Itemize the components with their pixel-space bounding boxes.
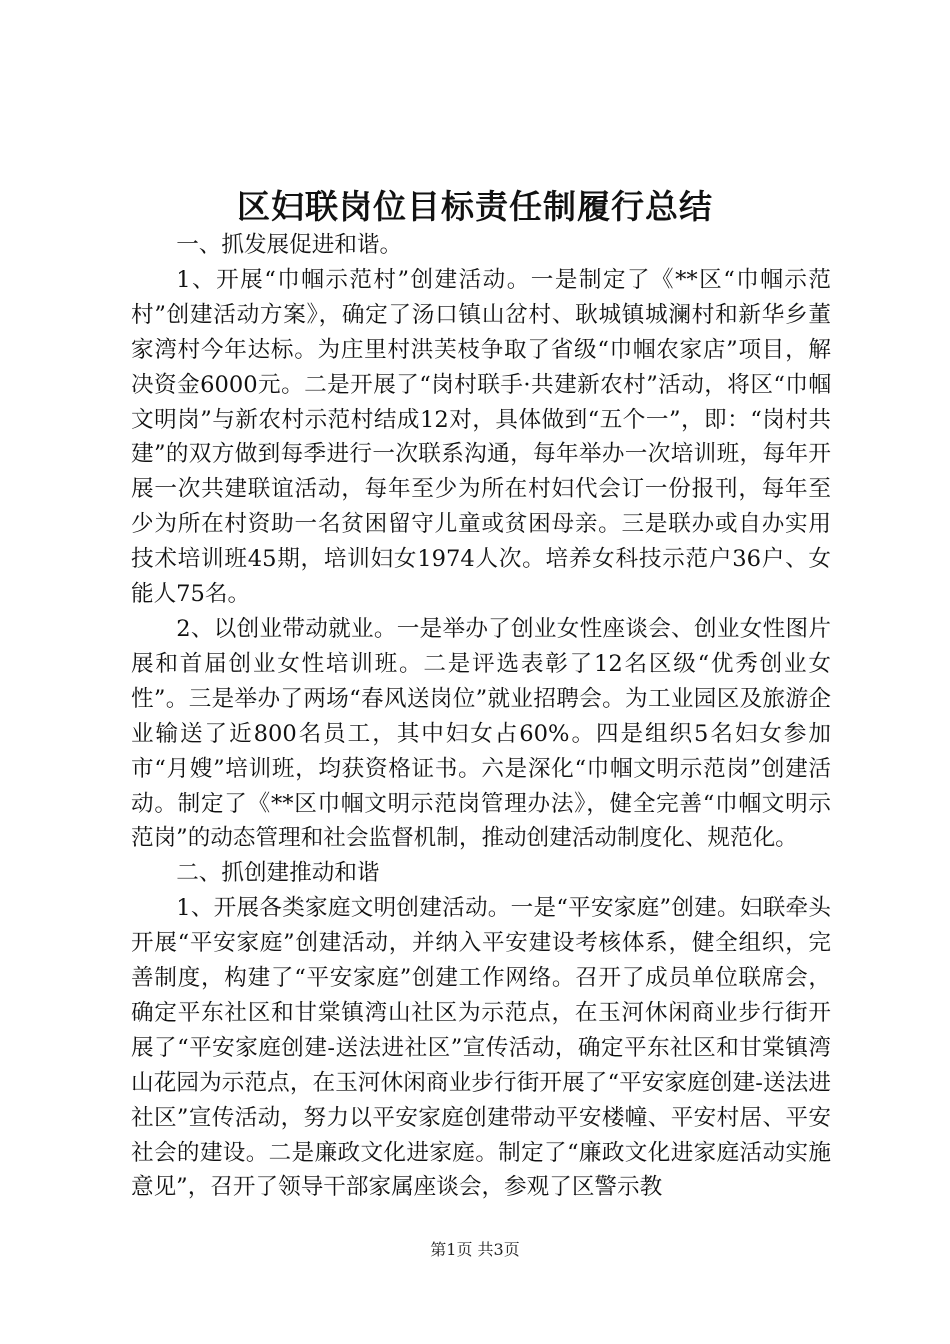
- paragraph-3: 1、开展各类家庭文明创建活动。一是“平安家庭”创建。妇联牵头开展“平安家庭”创建活动，并纳入平安建设考核体系，健全组织，完善制度，构建了“平安家庭”创建工作网络。召开了成员单位联席会，确定平东社区和甘棠镇湾山社区为示范点，在玉河休闲商业步行街开展了“平安家庭创建-送法进社区”宣传活动，确定平东社区和甘棠镇湾山花园为示范点，在玉河休闲商业步行街开展了“平安家庭创建-送法进社区”宣传活动，努力以平安家庭创建带动平安楼幢、平安村居、平安社会的建设。二是廉政文化进家庭。制定了“廉政文化进家庭活动实施意见”，召开了领导干部家属座谈会，参观了区警示教: [131, 895, 831, 1201]
- paragraph-2: 2、以创业带动就业。一是举办了创业女性座谈会、创业女性图片展和首届创业女性培训班。二是评选表彰了12名区级“优秀创业女性”。三是举办了两场“春风送岗位”就业招聘会。为工业园区及旅游企业输送了近800名员工，其中妇女占60%。四是组织5名妇女参加市“月嫂”培训班，均获资格证书。六是深化“巾帼文明示范岗”创建活动。制定了《**区巾帼文明示范岗管理办法》，健全完善“巾帼文明示范岗”的动态管理和社会监督机制，推动创建活动制度化、规范化。: [131, 615, 831, 852]
- section-heading-1: 一、抓发展促进和谐。: [176, 232, 403, 258]
- document-body: [131, 228, 831, 1205]
- paragraph-1: 1、开展“巾帼示范村”创建活动。一是制定了《**区“巾帼示范村”创建活动方案》，确定了汤口镇山岔村、耿城镇城澜村和新华乡董家湾村今年达标。为庄里村洪芙枝争取了省级“巾帼农家店”项目，解决资金6000元。二是开展了“岗村联手·共建新农村”活动，将区“巾帼文明岗”与新农村示范村结成12对，具体做到“五个一”，即：“岗村共建”的双方做到每季进行一次联系沟通，每年举办一次培训班，每年开展一次共建联谊活动，每年至少为所在村妇代会订一份报刊，每年至少为所在村资助一名贫困留守儿童或贫困母亲。三是联办或自办实用技术培训班45期，培训妇女1974人次。培养女科技示范户36户、女能人75名。: [131, 266, 831, 608]
- section-heading-2: 二、抓创建推动和谐: [176, 860, 380, 887]
- document-title: 区妇联岗位目标责任制履行总结: [237, 187, 713, 226]
- page-footer: 第1页 共3页: [430, 1240, 520, 1259]
